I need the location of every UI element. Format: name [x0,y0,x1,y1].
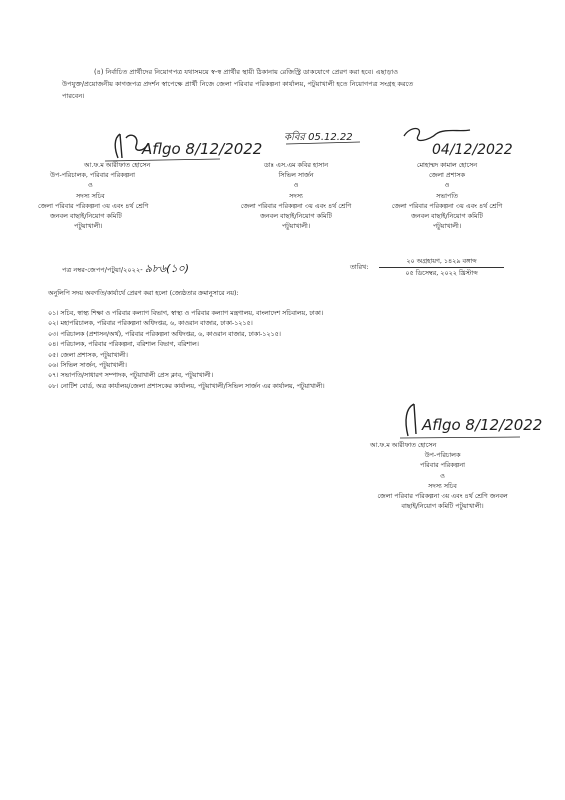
signatory-middle-place: পটুয়াখালী। [281,222,311,231]
copies-list [48,309,325,392]
signatory-middle [226,160,366,231]
signatory-left-name: আ.ফ.ম আরীফাত হোসেন [84,161,151,169]
signatory-left-role: সদস্য সচিব [76,191,105,200]
signatory-middle-name: ডাঃ এস.এম কবির হাসান [263,161,329,169]
copy-item-7: ০৭। সভাপতি/সাধারণ সম্পাদক, পটুয়াখালী প্রেস ক্লাব, পটুয়াখালী। [48,372,213,380]
signatory-middle-committee1: জেলা পরিবার পরিকল্পনা ৩য় এবং ৪র্থ শ্রেণি [240,201,352,210]
copy-item-2: ০২। মহাপরিচালক, পরিবার পরিকল্পনা অধিদপ্তর, ৬, কাওরান বাজার, ঢাকা-১২১৫। [48,320,253,328]
copy-item-4: ০৪। পরিচালক, পরিবার পরিকল্পনা, বরিশাল বিভাগ, বরিশাল। [48,341,199,349]
signatory-right-and: ও [444,181,450,190]
copy-item-1: ০১। সচিব, স্বাস্থ্য শিক্ষা ও পরিবার কল্যাণ বিভাগ, স্বাস্থ্য ও পরিবার কল্যাণ মন্ত্রণালয়, বাংলাদেশ সচিবালয়, ঢাকা। [48,310,324,317]
signatory-right-committee1: জেলা পরিবার পরিকল্পনা ৩য় এবং ৪র্থ শ্রেণি [391,201,503,210]
signatory-right-title: জেলা প্রশাসক [428,171,466,180]
copy-item-3: ০৩। পরিচালক (প্রশাসন/অর্থ), পরিবার পরিকল্পনা অধিদপ্তর, ৬, কাওরান বাজার, ঢাকা-১২১৫। [48,330,281,338]
signatory-middle-committee2: জনবল বাছাই/নিয়োগ কমিটি [260,212,332,221]
date-english: ০৫ ডিসেম্বর, ২০২২ খ্রিস্টাব্দ [405,269,478,277]
signature-middle-name: কবির 05.12.22 [284,132,353,143]
signature-bottom [400,400,550,444]
signatory-bottom-title: উপ-পরিচালক [424,451,461,460]
signatory-bottom-role: সদস্য সচিব [428,481,457,490]
date-label: তারিখ: [350,263,369,271]
signatory-middle-role: সদস্য [289,191,303,200]
signatory-middle-title: সিভিল সার্জন [278,171,314,180]
signatory-right-place: পটুয়াখালী। [432,222,462,231]
signatory-left-committee2: জনবল বাছাই/নিয়োগ কমিটি [50,212,122,221]
signatory-right-name: মোহাম্মদ কামাল হোসেন [416,161,478,169]
paragraph-line-2: উপযুক্ত/প্রয়োজনীয় কাগজপত্র প্রদর্শন স্বাপেক্ষে প্রার্থী নিজে জেলা পরিবার পরিকল্পনা কার্যালয়, পটুয়াখালী হতে নিয়োগপত্র সংগ্রহ করতে [62,80,414,88]
signatory-bottom-dept: পরিবার পরিকল্পনা [419,461,466,470]
signature-left-text: Aflgo 8/12/2022 [142,140,263,158]
copy-item-5: ০৫। জেলা প্রশাসক, পটুয়াখালী। [48,351,128,359]
signatory-left-place: পটুয়াখালী। [74,222,103,231]
signature-bottom-text: Aflgo 8/12/2022 [422,416,543,434]
signatory-bottom-and: ও [440,471,445,480]
signatory-right [372,160,522,231]
signatory-bottom-name: আ.ফ.ম আরীফাত হোসেন [370,441,437,449]
copy-item-6: ০৬। সিভিল সার্জন, পটুয়াখালী। [48,362,127,370]
instruction-paragraph [62,66,510,102]
signature-right-text: 04/12/2022 [432,142,513,158]
signatory-bottom [360,440,525,511]
signatory-left-committee1: জেলা পরিবার পরিকল্পনা ৩য় এবং ৪র্থ শ্রেণি [38,201,149,210]
date-block [379,256,504,279]
copies-heading: অনুলিপি সদয় অবগতি/কার্যার্থে প্রেরণ করা হলো (জ্যেষ্ঠতার ক্রমানুসারে নয়): [48,290,239,297]
signatory-left [38,160,218,231]
date-bangla: ২০ অগ্রহায়ণ, ১৪২৯ বঙ্গাব্দ [379,256,504,268]
signatory-right-committee2: জনবল বাছাই/নিয়োগ কমিটি [411,212,483,221]
signatory-left-title: উপ-পরিচালক, পরিবার পরিকল্পনা [50,171,135,180]
signatory-bottom-committee1: জেলা পরিবার পরিকল্পনা ৩য় এবং ৪র্থ শ্রেণি জনবল [377,492,508,501]
signature-middle [280,122,400,160]
memo-number-handwritten: ৯৮৬(১০) [144,262,190,275]
paragraph-line-3: পারবেন। [62,92,85,100]
copy-item-8: ০৮। নোটিশ বোর্ড, অত্র কার্যালয়/জেলা প্রশাসকের কার্যালয়, পটুয়াখালী/সিভিল সার্জন এর কার্যালয়, পটুয়াখালী। [48,382,325,390]
paragraph-line-1: (৪) নির্বাচিত প্রার্থীদের নিয়োগপত্র যথাসময়ে স্ব-স্ব প্রার্থীর স্থায়ী ঠিকানায় রেজিস্ট্রি ডাকযোগে প্রেরণ করা হবে। এছাড়াও [94,68,399,76]
signatory-bottom-committee2: বাছাই/নিয়োগ কমিটি পটুয়াখালী। [401,502,484,511]
memo-number [62,260,189,279]
signatory-right-role: সভাপতি [436,191,458,200]
signatory-middle-and: ও [293,181,299,190]
signatory-left-and: ও [88,181,93,190]
memo-number-text: পত্র নম্বর-জেপপ/পটুয়া/২০২২- [62,266,143,274]
